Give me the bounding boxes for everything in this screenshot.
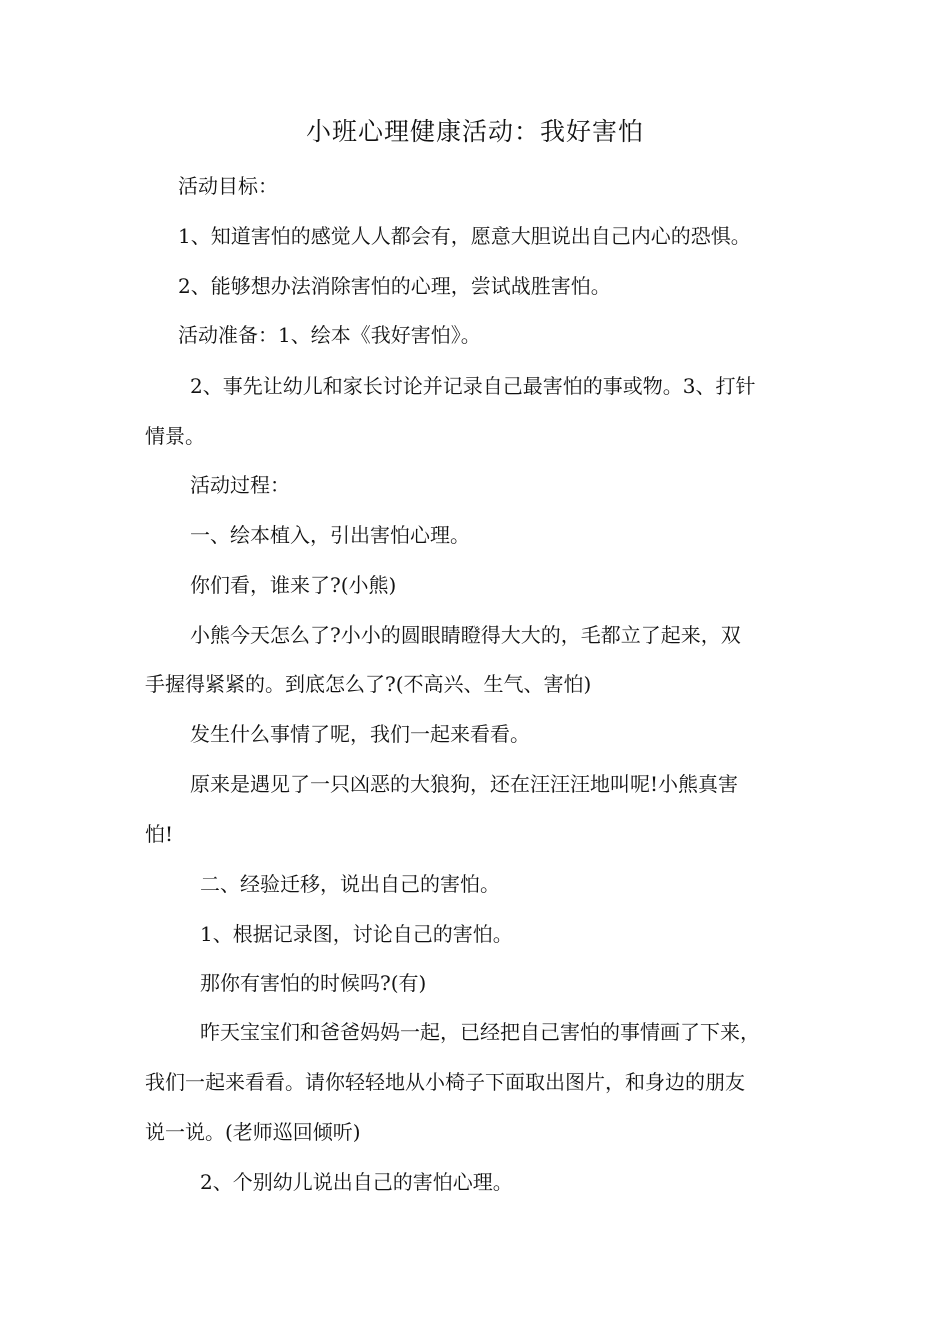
process-step-2-heading: 二、经验迁移，说出自己的害怕。 bbox=[200, 872, 500, 896]
paragraph-line: 2、个别幼儿说出自己的害怕心理。 bbox=[200, 1170, 513, 1194]
goal-item-2: 2、能够想办法消除害怕的心理，尝试战胜害怕。 bbox=[178, 274, 611, 298]
paragraph-line: 说一说。(老师巡回倾听) bbox=[145, 1120, 361, 1144]
paragraph-line: 怕! bbox=[145, 822, 174, 846]
paragraph-line: 发生什么事情了呢，我们一起来看看。 bbox=[190, 722, 530, 746]
paragraph-line: 手握得紧紧的。到底怎么了?(不高兴、生气、害怕) bbox=[145, 672, 592, 696]
paragraph-line: 那你有害怕的时候吗?(有) bbox=[200, 971, 427, 995]
paragraph-line: 小熊今天怎么了?小小的圆眼睛瞪得大大的，毛都立了起来，双 bbox=[190, 623, 741, 647]
process-step-1-heading: 一、绘本植入，引出害怕心理。 bbox=[190, 523, 470, 547]
preparation-line-2: 2、事先让幼儿和家长讨论并记录自己最害怕的事或物。3、打针 bbox=[190, 374, 756, 398]
preparation-line-1: 活动准备：1、绘本《我好害怕》。 bbox=[178, 323, 481, 347]
paragraph-line: 昨天宝宝们和爸爸妈妈一起，已经把自己害怕的事情画了下来， bbox=[200, 1020, 760, 1044]
preparation-line-2-continued: 情景。 bbox=[145, 424, 205, 448]
paragraph-line: 你们看，谁来了?(小熊) bbox=[190, 573, 397, 597]
paragraph-line: 原来是遇见了一只凶恶的大狼狗，还在汪汪汪地叫呢!小熊真害 bbox=[190, 772, 739, 796]
document-title: 小班心理健康活动：我好害怕 bbox=[305, 117, 644, 146]
goal-item-1: 1、知道害怕的感觉人人都会有，愿意大胆说出自己内心的恐惧。 bbox=[178, 224, 751, 248]
section-heading-goals: 活动目标： bbox=[178, 174, 278, 198]
section-heading-process: 活动过程： bbox=[190, 473, 290, 497]
paragraph-line: 我们一起来看看。请你轻轻地从小椅子下面取出图片，和身边的朋友 bbox=[145, 1070, 745, 1094]
paragraph-line: 1、根据记录图，讨论自己的害怕。 bbox=[200, 922, 513, 946]
